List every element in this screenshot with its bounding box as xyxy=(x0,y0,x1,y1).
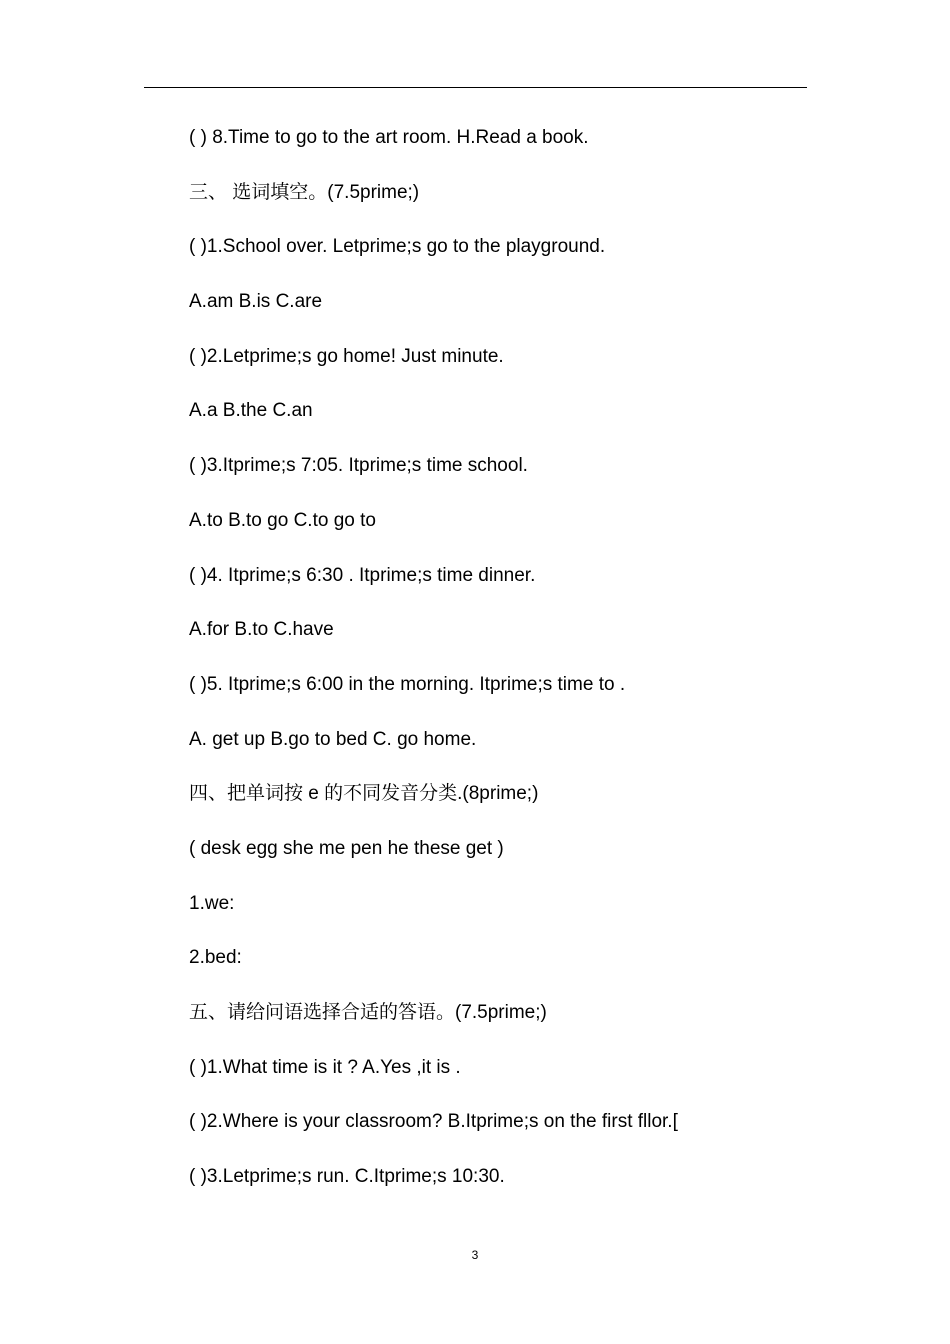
question-line: ( )3.Letprime;s run. C.Itprime;s 10:30. xyxy=(189,1166,505,1188)
page-number: 3 xyxy=(471,1248,479,1262)
options-line: A.am B.is C.are xyxy=(189,291,323,313)
section-heading: 三、 选词填空。(7.5prime;) xyxy=(189,181,420,203)
section-heading: 五、请给问语选择合适的答语。(7.5prime;) xyxy=(189,1002,547,1023)
section-heading: 四、把单词按 e 的不同发音分类.(8prime;) xyxy=(189,783,539,805)
options-line: A.to B.to go C.to go to xyxy=(189,509,376,531)
options-line: A.a B.the C.an xyxy=(189,400,313,422)
answer-line: 1.we: xyxy=(189,892,235,914)
word-list: ( desk egg she me pen he these get ) xyxy=(189,837,504,859)
text-line: ( ) 8.Time to go to the art room. H.Read a book. xyxy=(189,127,589,148)
question-line: ( )2.Where is your classroom? B.Itprime;s on the first fllor.[ xyxy=(189,1111,678,1133)
question-line: ( )2.Letprime;s go home! Just minute. xyxy=(189,345,504,367)
header-rule xyxy=(144,87,807,88)
question-line: ( )1.What time is it ? A.Yes ,it is . xyxy=(189,1056,461,1078)
options-line: A.for B.to C.have xyxy=(189,619,334,641)
question-line: ( )5. Itprime;s 6:00 in the morning. Itprime;s time to . xyxy=(189,673,626,695)
answer-line: 2.bed: xyxy=(189,947,242,969)
question-line: ( )1.School over. Letprime;s go to the playground. xyxy=(189,236,606,258)
question-line: ( )4. Itprime;s 6:30 . Itprime;s time dinner. xyxy=(189,564,536,586)
question-line: ( )3.Itprime;s 7:05. Itprime;s time school. xyxy=(189,455,528,477)
options-line: A. get up B.go to bed C. go home. xyxy=(189,728,477,750)
document-body xyxy=(189,124,829,1218)
